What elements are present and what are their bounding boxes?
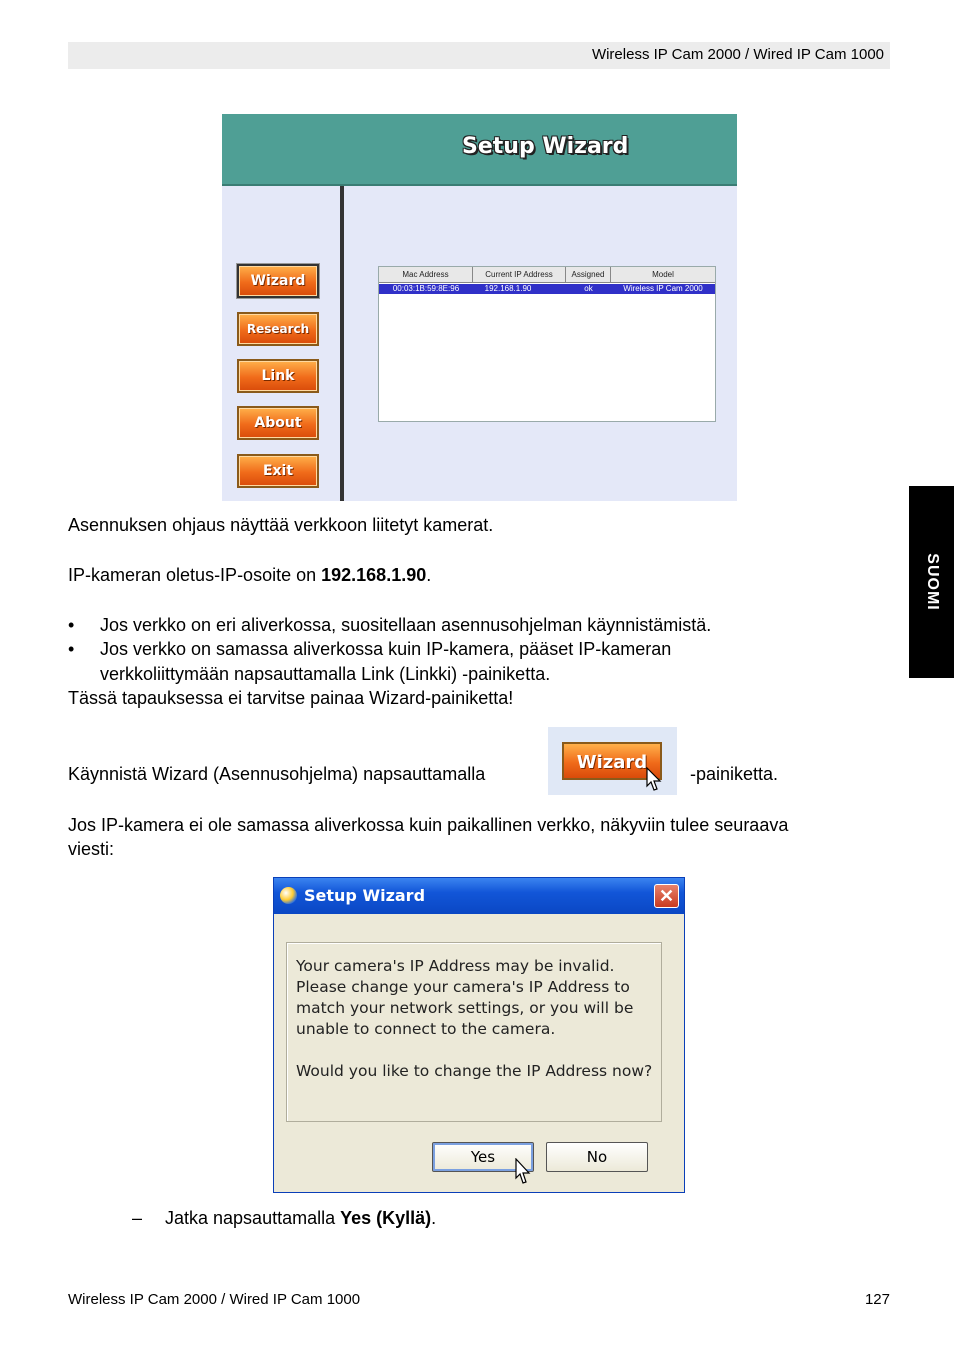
setup-wizard-screenshot xyxy=(222,114,737,501)
mouse-cursor-icon xyxy=(515,1158,531,1186)
setup-wizard-dialog xyxy=(273,877,685,1193)
about-button[interactable]: About xyxy=(237,406,319,440)
default-ip-address: 192.168.1.90 xyxy=(321,565,427,585)
dialog-message: Your camera's IP Address may be invalid. Please change your camera's IP Address to match your network settings, or you will be unable to connect to the camera. Would you like to change the IP Address now? xyxy=(296,957,653,1080)
bullet-2-marker: • xyxy=(68,639,75,659)
yes-label: Yes (Kyllä) xyxy=(340,1208,432,1228)
no-button[interactable]: No xyxy=(546,1142,648,1172)
column-header-ip[interactable]: Current IP Address xyxy=(473,267,566,283)
language-tab-label: SUOMI xyxy=(923,553,941,611)
bullet-2-line-1: Jos verkko on samassa aliverkossa kuin IP-kamera, pääset IP-kameran xyxy=(100,639,672,659)
wizard-divider xyxy=(340,186,344,501)
wizard-title: Setup Wizard xyxy=(462,134,629,159)
column-header-assigned[interactable]: Assigned xyxy=(566,267,611,283)
column-header-model[interactable]: Model xyxy=(611,267,715,283)
paragraph-start-wizard-suffix: -painiketta. xyxy=(690,764,779,784)
app-icon xyxy=(280,887,297,904)
cell-assigned: ok xyxy=(584,284,593,293)
bullet-2-line-2: verkkoliittymään napsauttamalla Link (Linkki) -painiketta. xyxy=(100,664,551,684)
camera-list-table xyxy=(378,266,716,422)
bullet-1-text: Jos verkko on eri aliverkossa, suositellaan asennusohjelman käynnistämistä. xyxy=(100,615,712,635)
dialog-title: Setup Wizard xyxy=(304,886,426,905)
paragraph-default-ip: IP-kameran oletus-IP-osoite on 192.168.1.90. xyxy=(68,565,432,585)
paragraph-no-wizard: Tässä tapauksessa ei tarvitse painaa Wizard-painiketta! xyxy=(68,688,514,708)
mouse-cursor-icon xyxy=(646,767,662,793)
wizard-button[interactable]: Wizard xyxy=(237,264,319,298)
inline-wizard-button: Wizard xyxy=(562,742,662,780)
paragraph-cameras: Asennuksen ohjaus näyttää verkkoon liitetyt kamerat. xyxy=(68,515,494,535)
cell-mac: 00:03:1B:59:8E:96 xyxy=(392,284,460,293)
inline-wizard-image xyxy=(548,727,677,795)
dialog-titlebar xyxy=(274,878,684,914)
table-row[interactable] xyxy=(379,284,715,294)
column-header-mac[interactable]: Mac Address xyxy=(379,267,473,283)
header-title: Wireless IP Cam 2000 / Wired IP Cam 1000 xyxy=(591,46,884,63)
paragraph-start-wizard: Käynnistä Wizard (Asennusohjelma) napsauttamalla xyxy=(68,764,486,784)
paragraph-continue: Jatka napsauttamalla Yes (Kyllä). xyxy=(165,1208,437,1228)
close-icon[interactable]: ✕ xyxy=(654,884,679,908)
cell-ip: 192.168.1.90 xyxy=(484,284,532,293)
paragraph-subnet-line-1: Jos IP-kamera ei ole samassa aliverkossa kuin paikallinen verkko, näkyviin tulee seuraava xyxy=(68,815,789,835)
yes-button[interactable]: Yes xyxy=(432,1142,534,1172)
page-number: 127 xyxy=(864,1291,890,1308)
cell-model: Wireless IP Cam 2000 xyxy=(623,284,703,293)
dash-marker: – xyxy=(132,1208,143,1228)
link-button[interactable]: Link xyxy=(237,359,319,393)
bullet-1-marker: • xyxy=(68,615,75,635)
exit-button[interactable]: Exit xyxy=(237,454,319,488)
footer-title: Wireless IP Cam 2000 / Wired IP Cam 1000 xyxy=(68,1291,361,1308)
research-button[interactable]: Research xyxy=(237,312,319,346)
paragraph-subnet-line-2: viesti: xyxy=(68,839,115,859)
language-tab xyxy=(909,486,954,678)
